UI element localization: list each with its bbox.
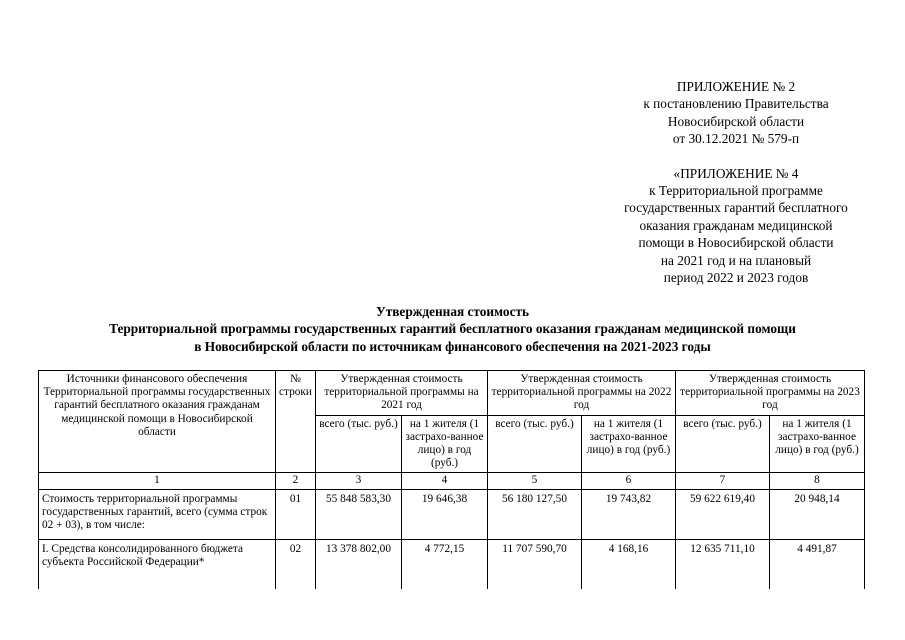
table-row xyxy=(39,539,865,589)
header-2023: Утвержденная стоимость территориальной программы на 2023 год xyxy=(676,371,865,416)
cost-table xyxy=(38,370,865,589)
column-number: 7 xyxy=(676,473,770,489)
total-2021: 55 848 583,30 xyxy=(316,489,402,539)
spacer xyxy=(560,148,905,165)
column-number: 2 xyxy=(276,473,316,489)
per-capita-2023: 4 491,87 xyxy=(770,539,865,589)
appendix-line: помощи в Новосибирской области xyxy=(638,235,834,251)
appendix-line: к постановлению Правительства xyxy=(643,96,829,112)
header-total: всего (тыс. руб.) xyxy=(488,415,582,473)
header-total: всего (тыс. руб.) xyxy=(316,415,402,473)
total-2023: 12 635 711,10 xyxy=(676,539,770,589)
appendix-line: ПРИЛОЖЕНИЕ № 2 xyxy=(676,79,796,94)
header-2022: Утвержденная стоимость территориальной программы на 2022 год xyxy=(488,371,676,416)
column-number: 5 xyxy=(488,473,582,489)
header-row xyxy=(39,371,865,416)
appendix-line: «ПРИЛОЖЕНИЕ № 4 xyxy=(673,165,799,181)
total-2022: 56 180 127,50 xyxy=(488,489,582,539)
per-capita-2021: 4 772,15 xyxy=(402,539,488,589)
total-2023: 59 622 619,40 xyxy=(676,489,770,539)
appendix-line: от 30.12.2021 № 579-п xyxy=(672,131,800,147)
row-name: I. Средства консолидированного бюджета субъекта Российской Федерации* xyxy=(39,539,276,589)
column-number: 1 xyxy=(39,473,276,489)
header-2021: Утвержденная стоимость территориальной программы на 2021 год xyxy=(316,371,488,416)
per-capita-2021: 19 646,38 xyxy=(402,489,488,539)
per-capita-2022: 4 168,16 xyxy=(582,539,676,589)
header-total: всего (тыс. руб.) xyxy=(676,415,770,473)
title-line: в Новосибирской области по источникам финансового обеспечения на 2021-2023 годы xyxy=(194,338,711,354)
row-number: 01 xyxy=(276,489,316,539)
appendix-line: государственных гарантий бесплатного xyxy=(624,200,848,216)
total-2022: 11 707 590,70 xyxy=(488,539,582,589)
column-number: 6 xyxy=(582,473,676,489)
table-row xyxy=(39,489,865,539)
row-name: Стоимость территориальной программы государственных гарантий, всего (сумма строк 02 + 03), в том числе: xyxy=(39,489,276,539)
title-line: Территориальной программы государственных гарантий бесплатного оказания гражданам медицинской помощи xyxy=(109,321,796,337)
header-per-capita: на 1 жителя (1 застрахо-ванное лицо) в год (руб.) xyxy=(402,415,488,473)
column-number: 3 xyxy=(316,473,402,489)
header-source: Источники финансового обеспечения Территориальной программы государственных гарантий бесплатного оказания гражданам медицинской помощи в Новосибирской области xyxy=(39,371,276,473)
header-row-number: № строки xyxy=(276,371,316,473)
appendix-line: Новосибирской области xyxy=(667,113,805,129)
per-capita-2022: 19 743,82 xyxy=(582,489,676,539)
appendix-line: на 2021 год и на плановый xyxy=(660,252,812,268)
title-line: Утвержденная стоимость xyxy=(375,304,530,319)
header-per-capita: на 1 жителя (1 застрахо-ванное лицо) в год (руб.) xyxy=(770,415,865,473)
appendix-header xyxy=(560,78,905,286)
appendix-line: период 2022 и 2023 годов xyxy=(663,270,809,286)
appendix-line: к Территориальной программе xyxy=(649,183,823,199)
column-number: 4 xyxy=(402,473,488,489)
row-number: 02 xyxy=(276,539,316,589)
total-2021: 13 378 802,00 xyxy=(316,539,402,589)
appendix-line: оказания гражданам медицинской xyxy=(639,217,833,233)
per-capita-2023: 20 948,14 xyxy=(770,489,865,539)
column-number-row xyxy=(39,473,865,489)
document-title xyxy=(0,303,905,355)
column-number: 8 xyxy=(770,473,865,489)
header-per-capita: на 1 жителя (1 застрахо-ванное лицо) в год (руб.) xyxy=(582,415,676,473)
